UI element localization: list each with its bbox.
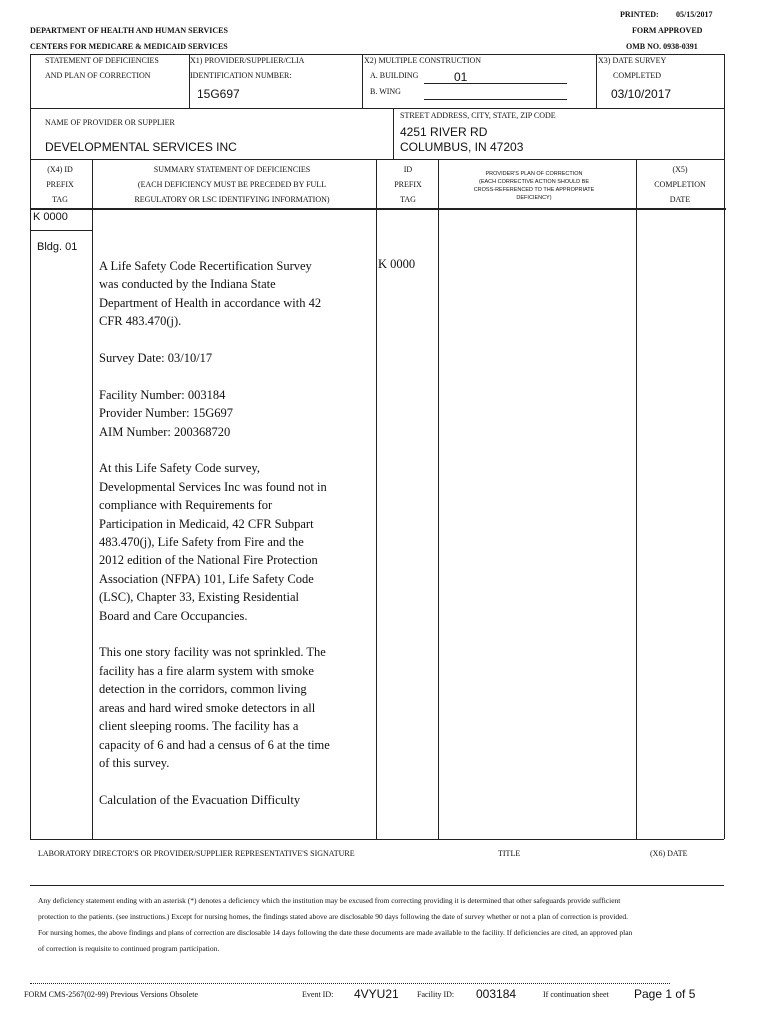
survey-date-value: 03/10/2017 bbox=[611, 87, 672, 101]
x2-label: X2) MULTIPLE CONSTRUCTION bbox=[364, 56, 482, 65]
department-title: DEPARTMENT OF HEALTH AND HUMAN SERVICES bbox=[30, 26, 228, 35]
printed-date: 05/15/2017 bbox=[676, 10, 713, 19]
summary-header-1: SUMMARY STATEMENT OF DEFICIENCIES bbox=[153, 165, 311, 174]
provider-name-value: DEVELOPMENTAL SERVICES INC bbox=[45, 140, 237, 154]
event-id-value: 4VYU21 bbox=[354, 987, 399, 1001]
plan-header-4: DEFICIENCY) bbox=[516, 195, 552, 201]
x4-header-2: PREFIX bbox=[46, 180, 74, 189]
address-line-1: 4251 RIVER RD bbox=[400, 125, 488, 139]
building-label: A. BUILDING bbox=[370, 71, 419, 80]
paragraph: A Life Safety Code Recertification Survey was conducted by the Indiana State Department of Health in accordance with 42 CFR 483.470(j). bbox=[99, 259, 322, 329]
form-number: FORM CMS-2567(02-99) Previous Versions Obsolete bbox=[24, 990, 199, 999]
printed-label: PRINTED: bbox=[620, 10, 659, 19]
provider-id-value: 15G697 bbox=[197, 87, 240, 101]
page-number: Page 1 of 5 bbox=[634, 987, 696, 1001]
address-label: STREET ADDRESS, CITY, STATE, ZIP CODE bbox=[400, 111, 556, 120]
plan-header-3: CROSS-REFERENCED TO THE APPROPRIATE bbox=[473, 187, 595, 193]
provider-name-label: NAME OF PROVIDER OR SUPPLIER bbox=[45, 118, 175, 127]
paragraph: Survey Date: 03/10/17 bbox=[99, 351, 213, 366]
deficiency-summary bbox=[99, 257, 331, 828]
paragraph: Facility Number: 003184 Provider Number: 15G697 AIM Number: 200368720 bbox=[99, 387, 234, 439]
x4-header-3: TAG bbox=[52, 195, 68, 204]
omb-number: OMB NO. 0938-0391 bbox=[626, 42, 698, 51]
left-tag: K 0000 bbox=[33, 211, 68, 223]
title-label: TITLE bbox=[498, 849, 521, 858]
x3-label-2: COMPLETED bbox=[613, 71, 661, 80]
summary-header-2: (EACH DEFICIENCY MUST BE PRECEDED BY FULL bbox=[137, 180, 327, 189]
id-header-2: PREFIX bbox=[394, 180, 422, 189]
address-line-2: COLUMBUS, IN 47203 bbox=[400, 140, 524, 154]
x5-header-1: (X5) bbox=[672, 165, 688, 174]
centers-title: CENTERS FOR MEDICARE & MEDICAID SERVICES bbox=[30, 42, 228, 51]
continuation-label: If continuation sheet bbox=[543, 990, 609, 999]
event-id-label: Event ID: bbox=[302, 990, 334, 999]
building-tag: Bldg. 01 bbox=[37, 241, 78, 253]
facility-id-label: Facility ID: bbox=[417, 990, 455, 999]
paragraph: At this Life Safety Code survey, Developmental Services Inc was found not in compliance with Requirements for Participation in Medicaid, 42 CFR Subpart 483.470(j), Life Safety from Fire and the 2012 edition of the National Fire Protection Association (NFPA) 101, Life Safety Code (LSC), Chapter 33, Existing Residential Board and Care Occupancies. bbox=[99, 461, 327, 623]
id-header-3: TAG bbox=[400, 195, 416, 204]
date-label: (X6) DATE bbox=[650, 849, 688, 858]
x4-header-1: (X4) ID bbox=[47, 165, 73, 174]
building-value: 01 bbox=[454, 70, 468, 84]
x1-label-2: IDENTIFICATION NUMBER: bbox=[190, 71, 292, 80]
signature-label: LABORATORY DIRECTOR'S OR PROVIDER/SUPPLIER REPRESENTATIVE'S SIGNATURE bbox=[38, 849, 355, 858]
plan-header-2: (EACH CORRECTIVE ACTION SHOULD BE bbox=[478, 179, 590, 185]
plan-header-1: PROVIDER'S PLAN OF CORRECTION bbox=[485, 171, 583, 177]
wing-label: B. WING bbox=[370, 87, 401, 96]
x5-header-2: COMPLETION bbox=[654, 180, 706, 189]
x1-label-1: X1) PROVIDER/SUPPLIER/CLIA bbox=[190, 56, 305, 65]
x5-header-3: DATE bbox=[669, 195, 691, 204]
paragraph: Calculation of the Evacuation Difficulty bbox=[99, 792, 301, 807]
paragraph: This one story facility was not sprinkled. The facility has a fire alarm system with smoke detection in the corridors, common living areas and hard wired smoke detectors in all client sleeping rooms. The facility has a capacity of 6 and had a census of 6 at the time of this survey. bbox=[99, 645, 330, 770]
statement-label-1: STATEMENT OF DEFICIENCIES bbox=[45, 56, 159, 65]
x3-label-1: X3) DATE SURVEY bbox=[598, 56, 667, 65]
disclaimer: Any deficiency statement ending with an asterisk (*) denotes a deficiency which the institution may be excused from correcting providing it is determined that other safeguards provide sufficient protection to the patients. (see instructions.) Except for nursing homes, the findings stated above are disclosable 90 days following the date of survey whether or not a plan of correction is provided. For nursing homes, the above findings and plans of correction are disclosable 14 days following the date these documents are made available to the facility. If deficiencies are cited, an approved plan of correction is requisite to continued program participation. bbox=[38, 896, 633, 954]
statement-label-2: AND PLAN OF CORRECTION bbox=[45, 71, 151, 80]
form-approved: FORM APPROVED bbox=[632, 26, 703, 35]
id-header-1: ID bbox=[403, 165, 413, 174]
right-tag: K 0000 bbox=[378, 257, 416, 271]
facility-id-value: 003184 bbox=[476, 987, 517, 1001]
summary-header-3: REGULATORY OR LSC IDENTIFYING INFORMATION) bbox=[134, 195, 330, 204]
